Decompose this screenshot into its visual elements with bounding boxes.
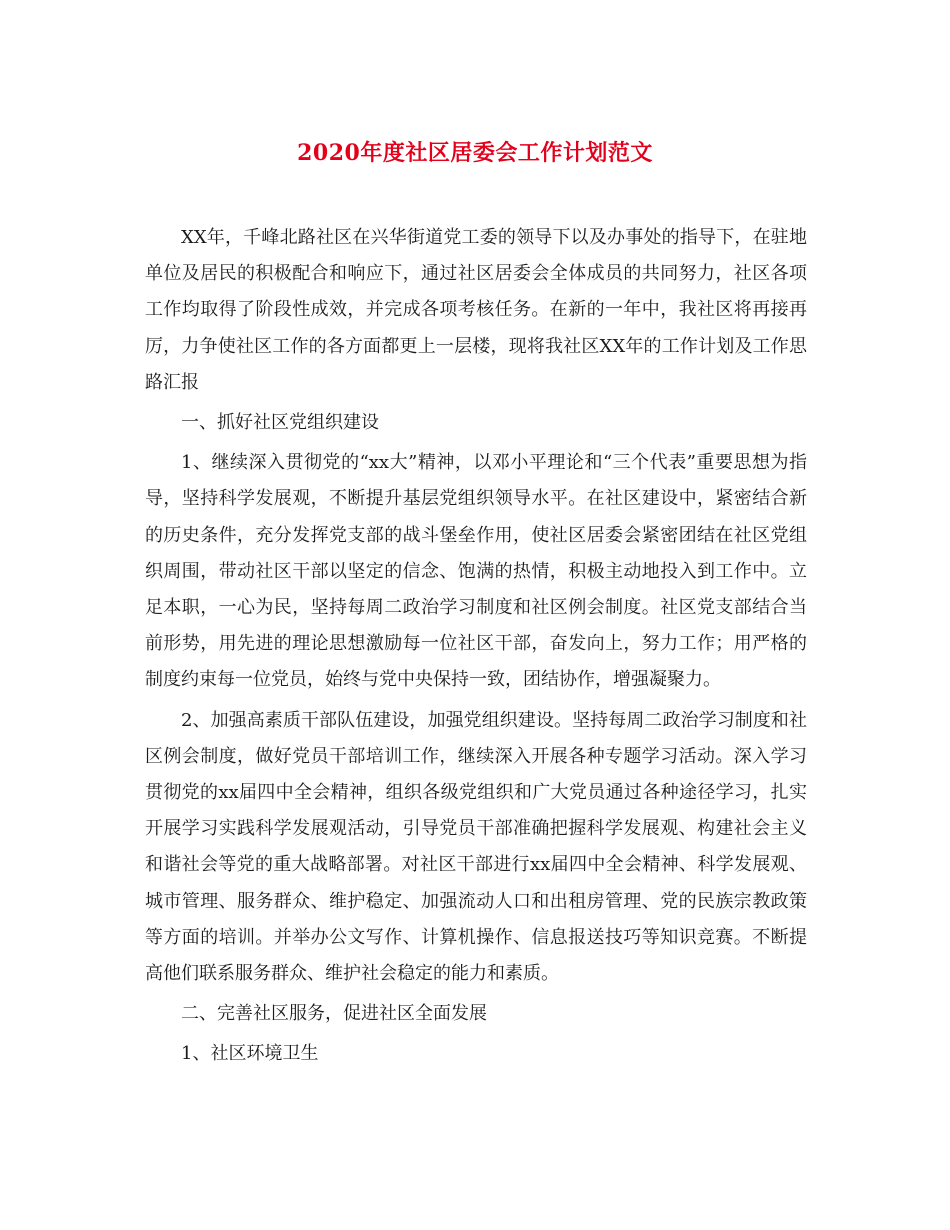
paragraph-item-2: 2、加强高素质干部队伍建设，加强党组织建设。坚持每周二政治学习制度和社区例会制度，做好党员干部培训工作，继续深入开展各种专题学习活动。深入学习贯彻党的xx届四中全会精神，组织各级党组织和广大党员通过各种途径学习，扎实开展学习实践科学发展观活动，引导党员干部准确把握科学发展观、构建社会主义和谐社会等党的重大战略部署。对社区干部进行xx届四中全会精神、科学发展观、城市管理、服务群众、维护稳定、加强流动人口和出租房管理、党的民族宗教政策等方面的培训。并举办公文写作、计算机操作、信息报送技巧等知识竞赛。不断提高他们联系服务群众、维护社会稳定的能力和素质。 (145, 709, 807, 985)
subheading-environment: 1、社区环境卫生 (181, 1043, 319, 1065)
document-title: 2020年度社区居委会工作计划范文 (297, 140, 653, 166)
section-heading-community-service: 二、完善社区服务，促进社区全面发展 (181, 1003, 487, 1025)
paragraph-intro: XX年，千峰北路社区在兴华街道党工委的领导下以及办事处的指导下，在驻地单位及居民的积极配合和响应下，通过社区居委会全体成员的共同努力，社区各项工作均取得了阶段性成效，并完成各项考核任务。在新的一年中，我社区将再接再厉，力争使社区工作的各方面都更上一层楼，现将我社区XX年的工作计划及工作思路汇报 (145, 227, 807, 393)
section-heading-party-building: 一、抓好社区党组织建设 (181, 412, 379, 434)
document-body (145, 220, 807, 1077)
paragraph-item-1: 1、继续深入贯彻党的“xx大”精神，以邓小平理论和“三个代表”重要思想为指导，坚持科学发展观，不断提升基层党组织领导水平。在社区建设中，紧密结合新的历史条件，充分发挥党支部的战斗堡垒作用，使社区居委会紧密团结在社区党组织周围，带动社区干部以坚定的信念、饱满的热情，积极主动地投入到工作中。立足本职，一心为民，坚持每周二政治学习制度和社区例会制度。社区党支部结合当前形势，用先进的理论思想激励每一位社区干部，奋发向上，努力工作；用严格的制度约束每一位党员，始终与党中央保持一致，团结协作，增强凝聚力。 (145, 452, 807, 691)
